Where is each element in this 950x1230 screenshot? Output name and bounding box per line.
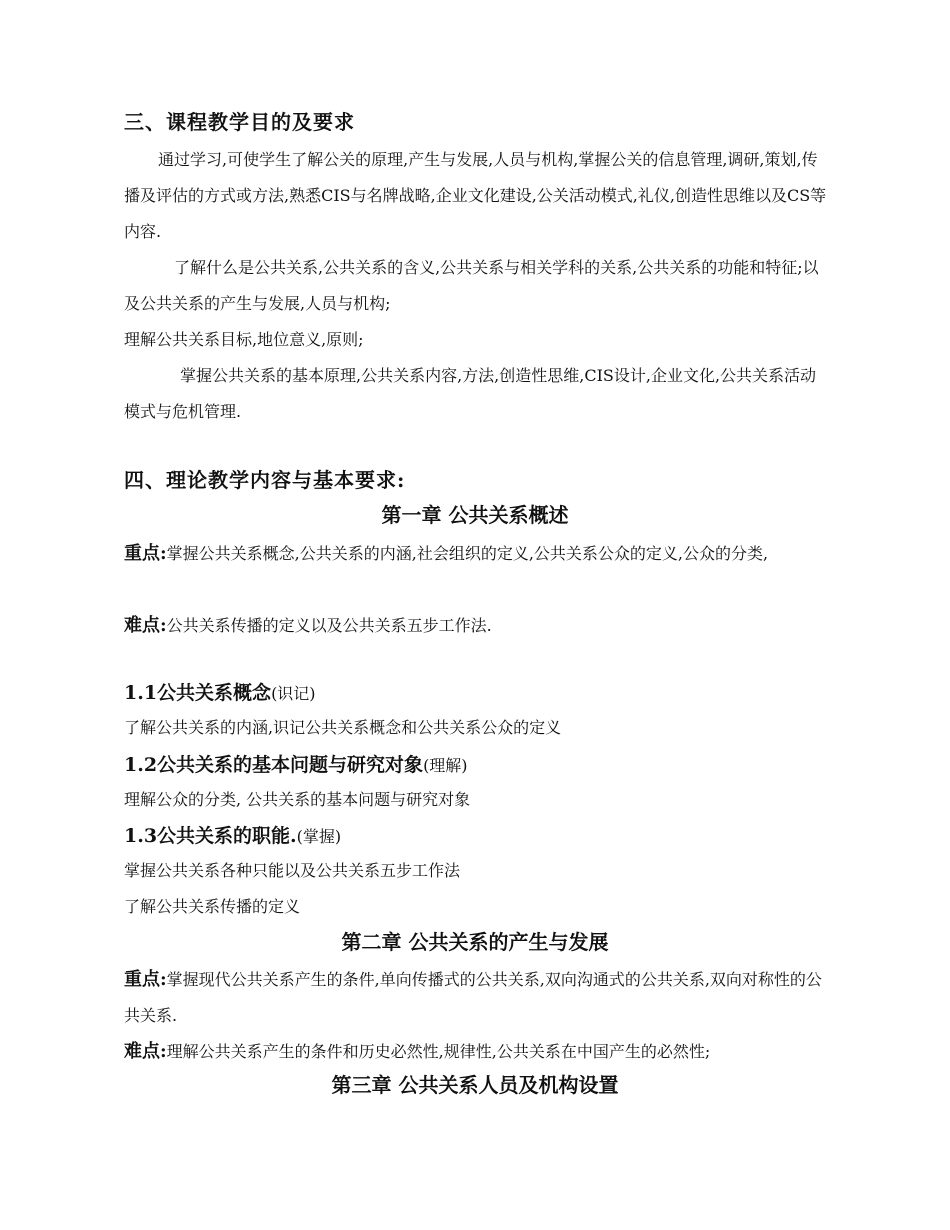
subsection-1-3-text-1: 掌握公共关系各种只能以及公共关系五步工作法 bbox=[124, 861, 461, 880]
section-4-heading: 四、理论教学内容与基本要求: bbox=[124, 468, 406, 492]
subsection-note: (识记) bbox=[271, 684, 316, 703]
subsection-1-2-text: 理解公众的分类, 公共关系的基本问题与研究对象 bbox=[124, 790, 471, 809]
key-points-text: 掌握公共关系概念,公共关系的内涵,社会组织的定义,公共关系公众的定义,公众的分类, bbox=[166, 544, 769, 563]
subsection-1-1-title bbox=[124, 678, 830, 709]
subsection-title-text: 1.2公共关系的基本问题与研究对象 bbox=[124, 754, 424, 776]
key-points-label: 重点: bbox=[124, 969, 167, 990]
difficulties-label: 难点: bbox=[124, 1041, 167, 1062]
chapter-2-key-points bbox=[124, 962, 830, 1034]
subsection-note: (掌握) bbox=[296, 827, 342, 846]
section-3-paragraph-1: 通过学习,可使学生了解公关的原理,产生与发展,人员与机构,掌握公关的信息管理,调研,策划,传播及评估的方式或方法,熟悉CIS与名牌战略,企业文化建设,公关活动模式,礼仪,创造性思维以及CS等内容. bbox=[124, 150, 827, 241]
section-3-paragraph-4: 掌握公共关系的基本原理,公共关系内容,方法,创造性思维,CIS设计,企业文化,公共关系活动模式与危机管理. bbox=[124, 366, 817, 421]
chapter-3-title: 第三章 公共关系人员及机构设置 bbox=[331, 1073, 619, 1097]
chapter-1-key-points bbox=[124, 536, 830, 572]
subsection-title-text: 1.3公共关系的职能. bbox=[124, 825, 297, 847]
difficulties-text: 理解公共关系产生的条件和历史必然性,规律性,公共关系在中国产生的必然性; bbox=[166, 1042, 711, 1061]
section-3-heading: 三、课程教学目的及要求 bbox=[124, 110, 355, 134]
subsection-1-3-title bbox=[124, 821, 830, 852]
subsection-1-3-text-2: 了解公共关系传播的定义 bbox=[124, 897, 301, 916]
chapter-1-difficulties bbox=[124, 608, 830, 644]
subsection-1-1-text: 了解公共关系的内涵,识记公共关系概念和公共关系公众的定义 bbox=[124, 718, 562, 737]
subsection-title-text: 1.1公共关系概念 bbox=[124, 682, 272, 704]
subsection-note: (理解) bbox=[423, 756, 468, 775]
key-points-label: 重点: bbox=[124, 543, 167, 564]
chapter-2-difficulties bbox=[124, 1034, 830, 1070]
chapter-1-title: 第一章 公共关系概述 bbox=[381, 503, 569, 527]
chapter-2-title: 第二章 公共关系的产生与发展 bbox=[341, 930, 609, 954]
difficulties-label: 难点: bbox=[124, 615, 167, 636]
subsection-1-2-title bbox=[124, 750, 830, 781]
section-3-paragraph-3: 理解公共关系目标,地位意义,原则; bbox=[124, 330, 364, 349]
section-3-paragraph-2: 了解什么是公共关系,公共关系的含义,公共关系与相关学科的关系,公共关系的功能和特征;以及公共关系的产生与发展,人员与机构; bbox=[124, 258, 819, 313]
key-points-text: 掌握现代公共关系产生的条件,单向传播式的公共关系,双向沟通式的公共关系,双向对称性的公共关系. bbox=[124, 970, 822, 1025]
difficulties-text: 公共关系传播的定义以及公共关系五步工作法. bbox=[166, 616, 492, 635]
